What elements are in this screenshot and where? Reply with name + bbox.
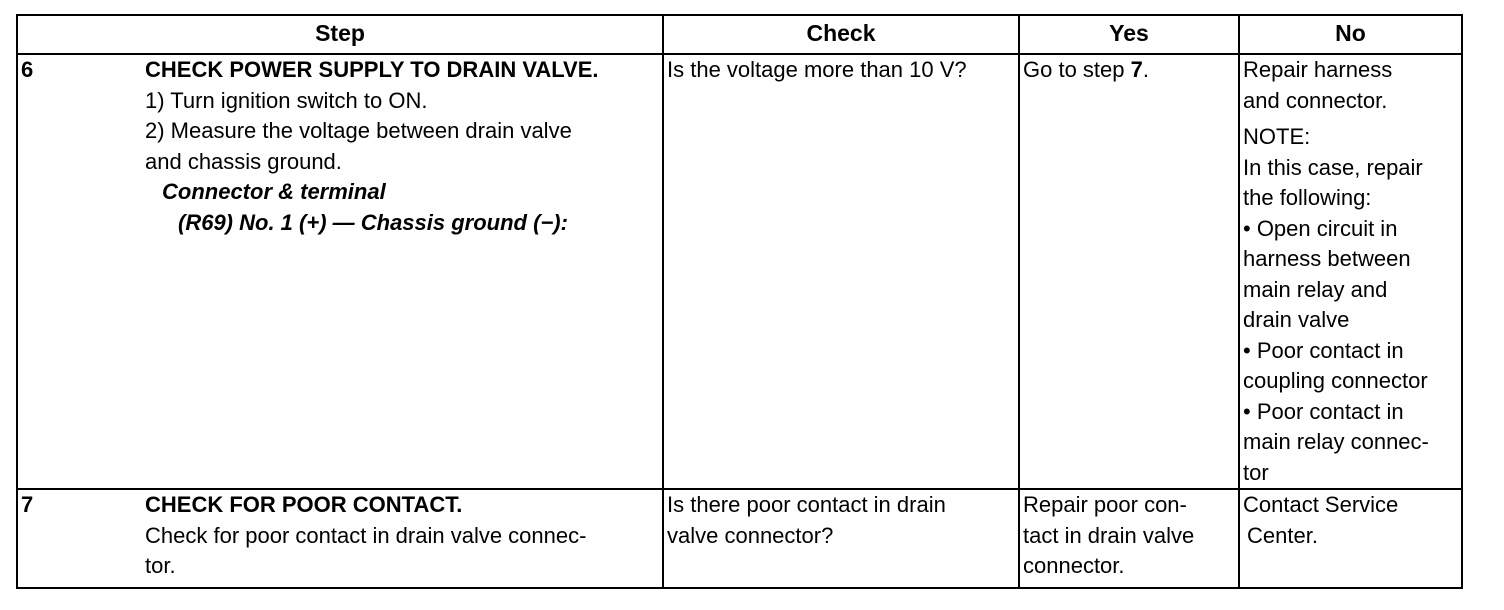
no-text: Center. bbox=[1247, 522, 1318, 548]
check-text: Is there poor contact in drain bbox=[667, 492, 946, 517]
yes-text: connector. bbox=[1023, 553, 1125, 578]
check-text: valve connector? bbox=[667, 522, 834, 548]
table-row bbox=[17, 54, 1462, 489]
step-body bbox=[145, 490, 662, 582]
no-text: and connector. bbox=[1243, 87, 1388, 113]
no-text: Contact Service bbox=[1243, 492, 1399, 517]
note-line: • Poor contact in bbox=[1243, 398, 1404, 424]
column-header-yes: Yes bbox=[1019, 15, 1239, 54]
note-label: NOTE: bbox=[1243, 124, 1311, 149]
step-number: 6 bbox=[21, 57, 34, 82]
yes-cell bbox=[1019, 54, 1239, 489]
step-instruction: Check for poor contact in drain valve connec- bbox=[145, 522, 587, 548]
step-instruction: tor. bbox=[145, 553, 176, 578]
yes-text: Repair poor con- bbox=[1023, 492, 1187, 517]
step-body bbox=[145, 55, 662, 238]
spec-value: (R69) No. 1 (+) — Chassis ground (−): bbox=[178, 209, 568, 235]
no-cell bbox=[1239, 489, 1462, 588]
note-line: main relay and bbox=[1243, 276, 1388, 302]
column-header-check: Check bbox=[663, 15, 1019, 54]
column-header-no: No bbox=[1239, 15, 1462, 54]
check-text: Is the voltage more than 10 V? bbox=[667, 57, 967, 82]
step-instruction: and chassis ground. bbox=[145, 148, 342, 174]
header-row bbox=[17, 15, 1462, 54]
yes-text bbox=[1023, 55, 1238, 86]
note-line: tor bbox=[1243, 459, 1269, 485]
note-line: main relay connec- bbox=[1243, 429, 1429, 454]
spec-label: Connector & terminal bbox=[162, 179, 386, 204]
yes-text: tact in drain valve bbox=[1023, 522, 1195, 548]
note-line: drain valve bbox=[1243, 307, 1350, 332]
step-instruction: 2) Measure the voltage between drain valve bbox=[145, 118, 572, 143]
column-header-step: Step bbox=[17, 15, 663, 54]
yes-suffix: . bbox=[1142, 57, 1149, 82]
step-cell bbox=[17, 54, 663, 489]
note-line: • Poor contact in bbox=[1243, 337, 1404, 363]
note-line: harness between bbox=[1243, 246, 1411, 271]
note-line: • Open circuit in bbox=[1243, 215, 1398, 241]
yes-prefix: Go to step bbox=[1023, 57, 1131, 82]
step-instruction: 1) Turn ignition switch to ON. bbox=[145, 87, 428, 113]
check-cell bbox=[663, 54, 1019, 489]
step-number: 7 bbox=[21, 492, 34, 517]
diagnostic-table bbox=[16, 14, 1463, 589]
step-title: CHECK FOR POOR CONTACT. bbox=[145, 492, 463, 517]
yes-step-number: 7 bbox=[1130, 57, 1143, 82]
note-line: In this case, repair bbox=[1243, 154, 1423, 180]
table-row bbox=[17, 489, 1462, 588]
no-text: Repair harness bbox=[1243, 57, 1393, 82]
step-title: CHECK POWER SUPPLY TO DRAIN VALVE. bbox=[145, 57, 599, 82]
yes-cell bbox=[1019, 489, 1239, 588]
step-cell bbox=[17, 489, 663, 588]
no-cell bbox=[1239, 54, 1462, 489]
note-line: coupling connector bbox=[1243, 368, 1428, 393]
note-line: the following: bbox=[1243, 185, 1372, 210]
check-cell bbox=[663, 489, 1019, 588]
